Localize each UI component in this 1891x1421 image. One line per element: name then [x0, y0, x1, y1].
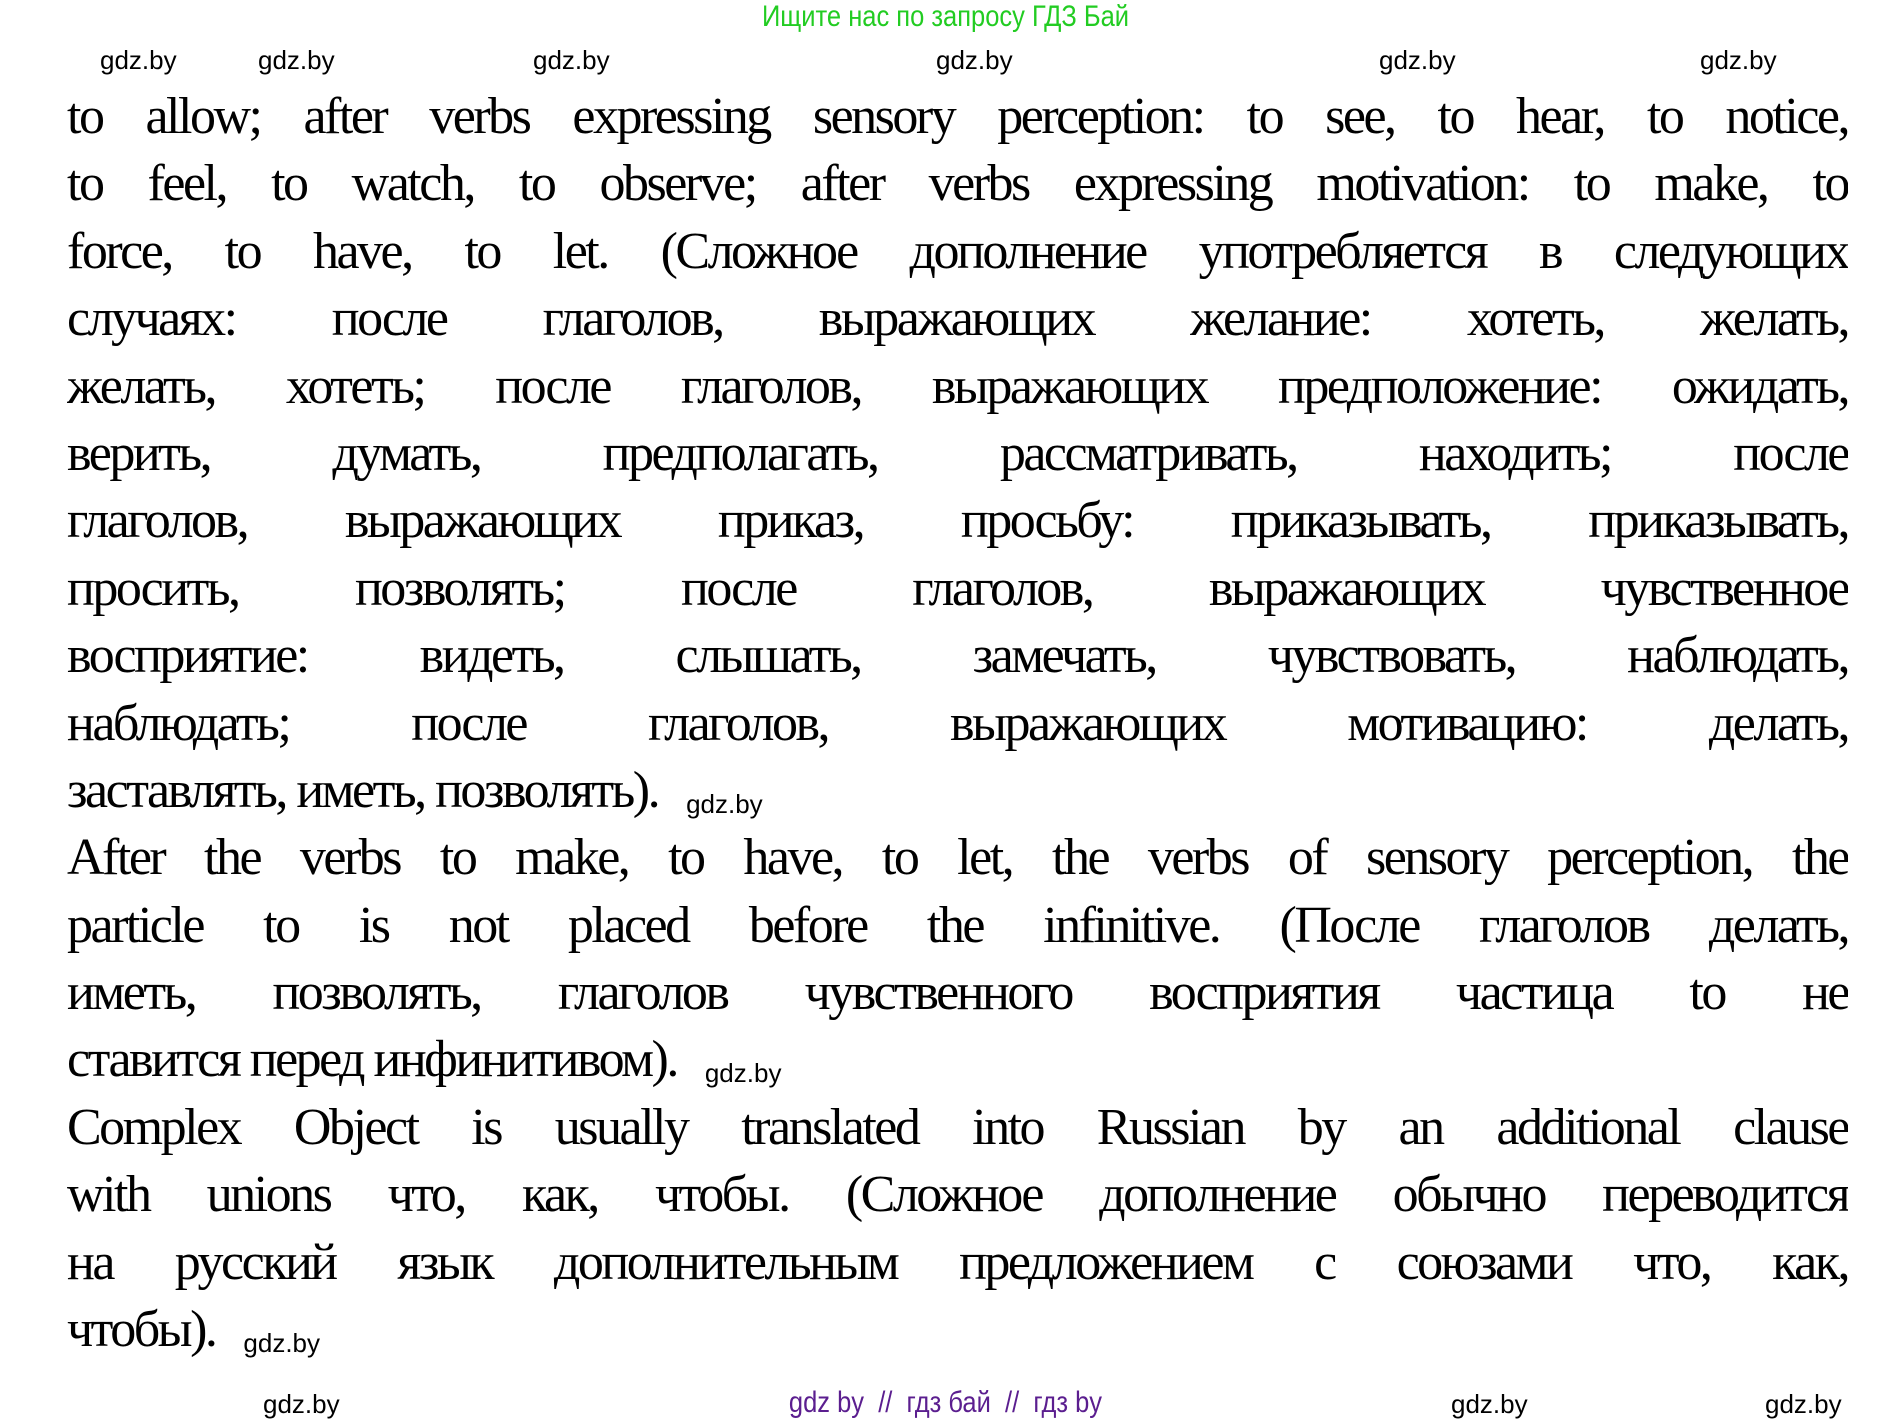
text-line — [67, 1030, 1848, 1097]
watermark: gdz.by — [258, 45, 335, 75]
text-line: случаях: после глаголов, выражающих желание: хотеть, желать, — [67, 290, 1848, 348]
watermark: gdz.by — [936, 45, 1013, 75]
text-line: восприятие: видеть, слышать, замечать, чувствовать, наблюдать, — [67, 627, 1848, 685]
text-line: to allow; after verbs expressing sensory perception: to see, to hear, to notice, — [67, 88, 1848, 145]
watermark: gdz.by — [704, 1058, 782, 1089]
text-line: with unions что, как, чтобы. (Сложное дополнение обычно переводится — [67, 1166, 1848, 1224]
text-line-content: чтобы). — [67, 1301, 216, 1359]
text-line: force, to have, to let. (Сложное дополнение употребляется в следующих — [67, 222, 1848, 280]
text-line: желать, хотеть; после глаголов, выражающих предположение: ожидать, — [67, 357, 1848, 415]
watermark: gdz.by — [1451, 1389, 1528, 1419]
text-line — [67, 761, 1848, 828]
document-text — [67, 87, 1848, 1367]
text-line: глаголов, выражающих приказ, просьбу: приказывать, приказывать, — [67, 492, 1848, 550]
footer-links: gdz by // гдз бай // гдз by — [788, 1386, 1103, 1419]
text-line: на русский язык дополнительным предложением с союзами что, как, — [67, 1233, 1848, 1291]
text-line-content: ставится перед инфинитивом). — [67, 1031, 677, 1089]
watermark: gdz.by — [1379, 45, 1456, 75]
watermark: gdz.by — [243, 1328, 321, 1359]
watermark: gdz.by — [100, 45, 177, 75]
text-line: to feel, to watch, to observe; after verbs expressing motivation: to make, to — [67, 155, 1848, 213]
text-line: Complex Object is usually translated into Russian by an additional clause — [67, 1098, 1848, 1156]
text-line: After the verbs to make, to have, to let, the verbs of sensory perception, the — [67, 829, 1848, 887]
text-line: иметь, позволять, глаголов чувственного восприятия частица to не — [67, 964, 1848, 1022]
watermark: gdz.by — [533, 45, 610, 75]
text-line: просить, позволять; после глаголов, выражающих чувственное — [67, 559, 1848, 617]
text-line: верить, думать, предполагать, рассматривать, находить; после — [67, 424, 1848, 482]
search-hint-banner: Ищите нас по запросу ГДЗ Бай — [761, 0, 1130, 33]
text-line — [67, 1300, 1848, 1367]
text-line-content: заставлять, иметь, позволять). — [67, 761, 659, 819]
watermark: gdz.by — [1765, 1389, 1842, 1419]
text-line: particle to is not placed before the infinitive. (После глаголов делать, — [67, 896, 1848, 954]
text-line: наблюдать; после глаголов, выражающих мотивацию: делать, — [67, 694, 1848, 752]
watermark: gdz.by — [1700, 45, 1777, 75]
watermark: gdz.by — [263, 1389, 340, 1419]
watermark: gdz.by — [686, 788, 763, 819]
